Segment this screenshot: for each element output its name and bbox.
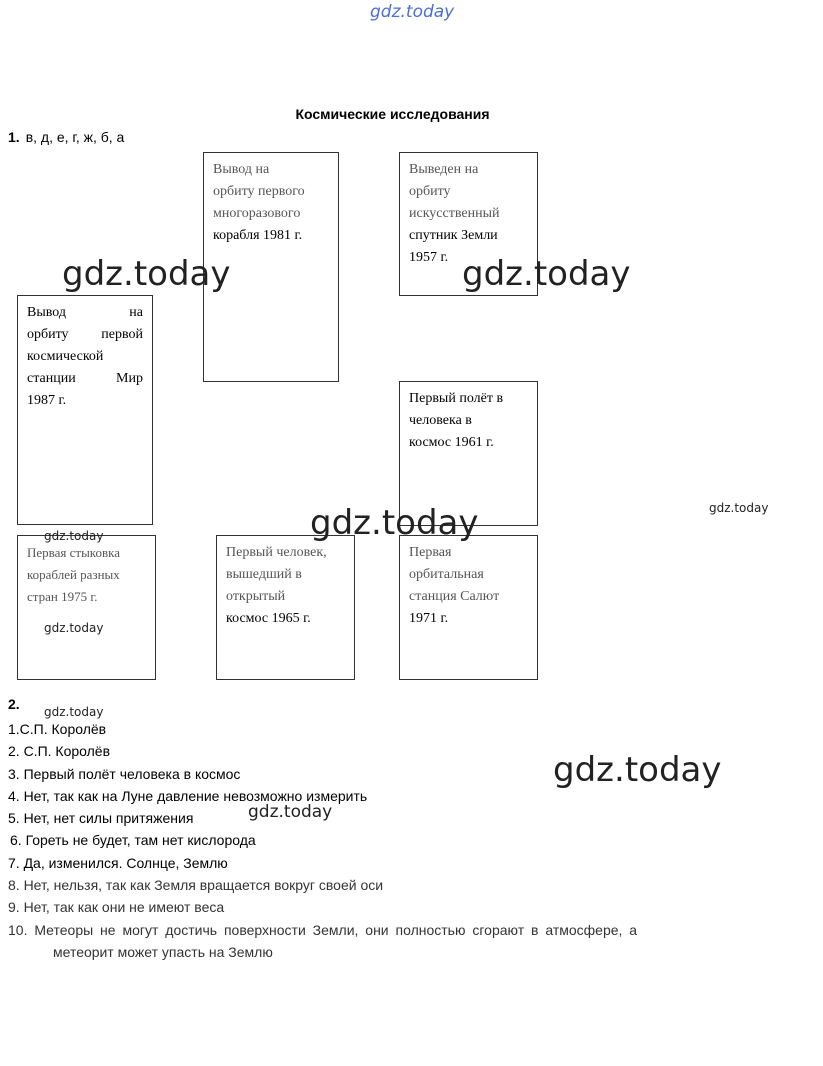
card-line: орбиту первой (27, 327, 143, 342)
answer-item: 7. Да, изменился. Солнце, Землю (8, 854, 228, 871)
answer-item-10 (8, 919, 783, 964)
answer-item: 2. С.П. Королёв (8, 743, 111, 760)
question-1-answer: в, д, е, г, ж, б, а (25, 129, 125, 145)
answer-item: 8. Нет, нельзя, так как Земля вращается вокруг своей оси (8, 877, 384, 894)
card-line: станции Мир (27, 371, 143, 386)
card-spacewalk (216, 535, 355, 680)
card-line: спутник Земли (409, 228, 498, 243)
answer-10-line-2: метеорит может упасть на Землю (53, 943, 273, 960)
answer-item: 9. Нет, так как они не имеют веса (8, 899, 225, 916)
card-line: Вывод на (27, 305, 143, 320)
card-line: 1957 г. (409, 250, 449, 265)
watermark: gdz.today (62, 254, 231, 294)
card-line: открытый (226, 589, 286, 604)
card-line: космос 1961 г. (409, 435, 494, 450)
answer-10-line-1: 10. Метеоры не могут достичь поверхности Земли, они полностью сгорают в атмосфере, а (8, 921, 638, 938)
answer-item: 3. Первый полёт человека в космос (8, 765, 241, 782)
card-line: орбитальная (409, 567, 484, 582)
card-line: человека в (409, 413, 472, 428)
answer-item: 1.С.П. Королёв (8, 721, 107, 737)
watermark: gdz.today (44, 705, 104, 719)
question-2-number: 2. (8, 696, 20, 712)
watermark-top: gdz.today (370, 2, 455, 22)
card-line: 1971 г. (409, 611, 449, 626)
card-line: 1987 г. (27, 393, 67, 408)
answer-item: 6. Гореть не будет, там нет кислорода (10, 832, 256, 849)
question-1-number: 1. (8, 129, 20, 145)
card-line: Выведен на (409, 162, 479, 177)
watermark: gdz.today (709, 501, 769, 515)
watermark: gdz.today (462, 254, 631, 294)
card-line: Первый полёт в (409, 391, 504, 406)
watermark: gdz.today (44, 529, 104, 543)
watermark: gdz.today (553, 750, 722, 790)
question-1 (8, 129, 124, 145)
watermark: gdz.today (44, 621, 104, 635)
page-title: Космические исследования (295, 106, 490, 122)
card-line: орбиту (409, 184, 451, 199)
card-line: Первая (409, 545, 452, 560)
card-line: многоразового (213, 206, 301, 221)
card-line: станция Салют (409, 589, 500, 604)
card-line: Первая стыковка (27, 545, 120, 560)
card-line: Вывод на (213, 162, 270, 177)
card-line: корабля 1981 г. (213, 228, 303, 243)
watermark: gdz.today (310, 503, 479, 543)
card-salyut (399, 535, 538, 680)
card-line: орбиту первого (213, 184, 305, 199)
card-line: кораблей разных (27, 567, 120, 582)
card-mir (17, 295, 153, 525)
watermark: gdz.today (248, 802, 333, 822)
card-docking (17, 535, 156, 680)
card-line: искусственный (409, 206, 500, 221)
card-line: Первый человек, (226, 545, 327, 560)
card-line: стран 1975 г. (27, 589, 98, 604)
card-line: космической (27, 349, 104, 364)
card-line: космос 1965 г. (226, 611, 311, 626)
answer-item: 5. Нет, нет силы притяжения (8, 810, 194, 827)
answer-item: 4. Нет, так как на Луне давление невозможно измерить (8, 787, 368, 804)
card-line: вышедший в (226, 567, 302, 582)
